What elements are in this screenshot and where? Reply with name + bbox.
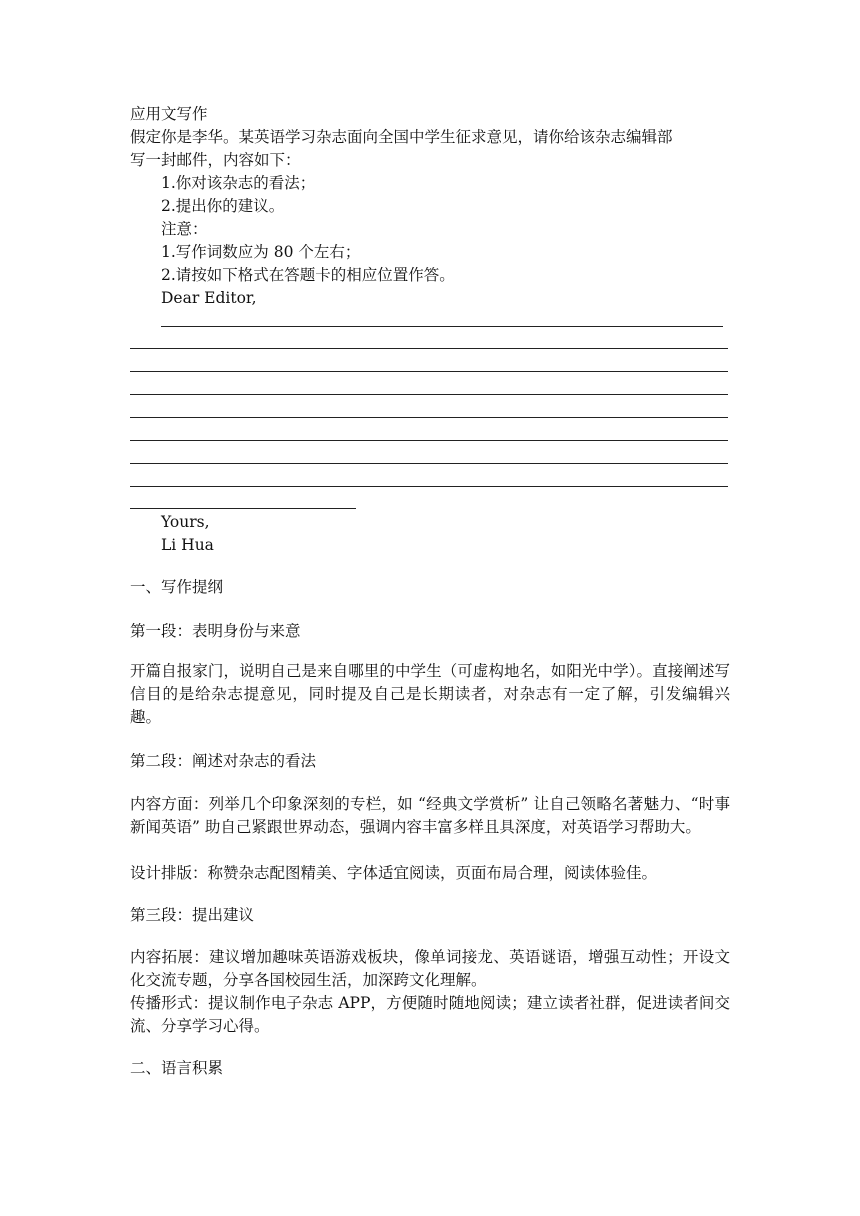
para2-design: 设计排版：称赞杂志配图精美、字体适宜阅读，页面布局合理，阅读体验佳。 <box>130 864 658 882</box>
note-2: 2.请按如下格式在答题卡的相应位置作答。 <box>161 266 455 284</box>
para2-content: 内容方面：列举几个印象深刻的专栏，如 “经典文学赏析” 让自己领略名著魅力、“时事新闻英语” 助自己紧跟世界动态，强调内容丰富多样且具深度，对英语学习帮助大。 <box>130 795 730 836</box>
language-heading: 二、语言积累 <box>130 1059 224 1077</box>
prompt-line-1: 假定你是李华。某英语学习杂志面向全国中学生征求意见，请你给该杂志编辑部 <box>130 128 673 146</box>
doc-title: 应用文写作 <box>130 105 208 123</box>
answer-line <box>130 371 728 372</box>
para3-spread: 传播形式：提议制作电子杂志 APP，方便随时随地阅读；建立读者社群，促进读者间交流、分享学习心得。 <box>130 994 730 1035</box>
para2-title: 第二段：阐述对杂志的看法 <box>130 752 317 770</box>
answer-line <box>130 463 728 464</box>
answer-line <box>130 394 728 395</box>
outline-heading: 一、写作提纲 <box>130 578 224 596</box>
prompt-item-2: 2.提出你的建议。 <box>161 197 285 215</box>
note-label: 注意： <box>161 220 208 238</box>
para1-body: 开篇自报家门，说明自己是来自哪里的中学生（可虚构地名，如阳光中学）。直接阐述写信目的是给杂志提意见，同时提及自己是长期读者，对杂志有一定了解，引发编辑兴趣。 <box>130 662 730 726</box>
answer-line <box>130 508 356 509</box>
para3-title: 第三段：提出建议 <box>130 906 255 924</box>
prompt-line-2: 写一封邮件，内容如下： <box>130 151 301 169</box>
closing: Yours, <box>161 513 210 531</box>
para1-title: 第一段：表明身份与来意 <box>130 622 301 640</box>
answer-line <box>130 440 728 441</box>
para3-content: 内容拓展：建议增加趣味英语游戏板块，像单词接龙、英语谜语，增强互动性；开设文化交流专题，分享各国校园生活，加深跨文化理解。 <box>130 948 730 989</box>
answer-line <box>130 417 728 418</box>
signature: Li Hua <box>161 536 214 554</box>
answer-line <box>161 326 723 327</box>
note-1: 1.写作词数应为 80 个左右； <box>161 243 361 261</box>
prompt-item-1: 1.你对该杂志的看法； <box>161 174 316 192</box>
salutation: Dear Editor, <box>161 289 257 307</box>
answer-line <box>130 348 728 349</box>
answer-line <box>130 486 728 487</box>
